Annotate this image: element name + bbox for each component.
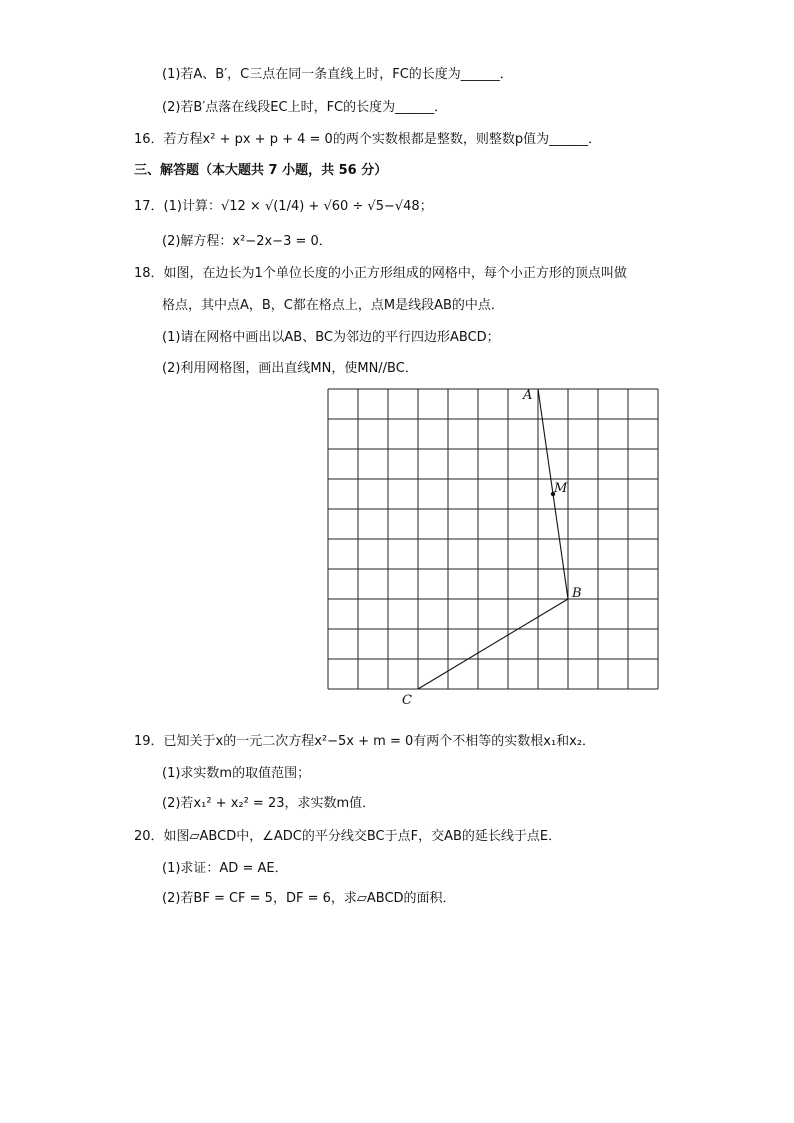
question-20-2: (2)若BF = CF = 5，DF = 6，求▱ABCD的面积． bbox=[162, 891, 456, 906]
point-label-b: B bbox=[572, 586, 582, 601]
question-17-1: 17．(1)计算：√12 × √(1/4) + √60 ÷ √5−√48； bbox=[134, 199, 433, 214]
question-19: 19．已知关于x的一元二次方程x²−5x + m = 0有两个不相等的实数根x₁和x₂． bbox=[134, 734, 596, 749]
segment-bc bbox=[418, 599, 568, 689]
question-17-2: (2)解方程：x²−2x−3 = 0． bbox=[162, 234, 332, 249]
grid-figure bbox=[320, 385, 666, 708]
question-16: 16．若方程x² + px + p + 4 = 0的两个实数根都是整数，则整数p值为______． bbox=[134, 132, 602, 147]
line-q15-1: (1)若A、B′，C三点在同一条直线上时，FC的长度为______． bbox=[162, 67, 513, 82]
line-q15-2: (2)若B′点落在线段EC上时，FC的长度为______． bbox=[162, 100, 448, 115]
point-label-m: M bbox=[554, 481, 568, 496]
question-20: 20．如图▱ABCD中，∠ADC的平分线交BC于点F，交AB的延长线于点E． bbox=[134, 829, 562, 844]
question-18-intro: 18．如图，在边长为1个单位长度的小正方形组成的网格中，每个小正方形的顶点叫做 bbox=[134, 266, 627, 281]
question-19-1: (1)求实数m的取值范围； bbox=[162, 766, 311, 781]
question-20-1: (1)求证：AD = AE． bbox=[162, 861, 288, 876]
question-18-2: (2)利用网格图，画出直线MN，使MN//BC． bbox=[162, 361, 418, 376]
question-18-intro-cont: 格点，其中点A，B，C都在格点上，点M是线段AB的中点． bbox=[162, 298, 504, 313]
point-label-c: C bbox=[402, 693, 412, 708]
section-heading: 三、解答题（本大题共 7 小题，共 56 分） bbox=[134, 163, 388, 178]
question-18-1: (1)请在网格中画出以AB、BC为邻边的平行四边形ABCD； bbox=[162, 330, 500, 345]
point-label-a: A bbox=[523, 388, 533, 403]
question-19-2: (2)若x₁² + x₂² = 23，求实数m值． bbox=[162, 796, 376, 811]
